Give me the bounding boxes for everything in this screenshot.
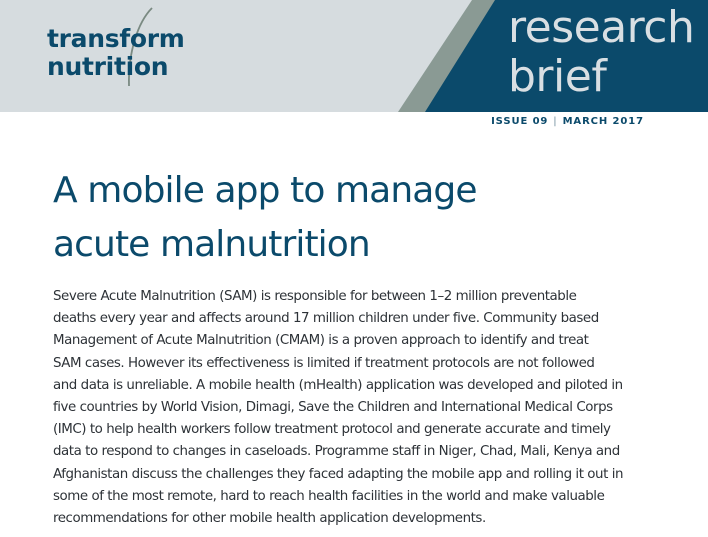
logo-word-transform: transform [47, 24, 185, 53]
lead-line: and data is unreliable. A mobile health (mHealth) application was developed and piloted in [53, 377, 623, 393]
header-band [0, 0, 708, 112]
lead-line: (IMC) to help health workers follow treatment protocol and generate accurate and timely [53, 422, 611, 438]
title-line-1: A mobile app to manage [53, 170, 477, 211]
issue-number: ISSUE 09 [491, 116, 549, 127]
title-line-2: acute malnutrition [53, 224, 370, 265]
transform-nutrition-logo [47, 24, 185, 81]
lead-line: recommendations for other mobile health application developments. [53, 511, 486, 527]
logo-word-nutrition: nutrition [47, 52, 169, 81]
lead-line: Afghanistan discuss the challenges they faced adapting the mobile app and rolling it out in [53, 466, 624, 482]
lead-paragraph [53, 286, 663, 530]
issue-separator: | [553, 116, 558, 127]
lead-line: some of the most remote, hard to reach health facilities in the world and make valuable [53, 488, 605, 504]
issue-date-line [491, 116, 644, 127]
lead-line: Management of Acute Malnutrition (CMAM) is a proven approach to identify and treat [53, 333, 589, 349]
lead-line: SAM cases. However its effectiveness is limited if treatment protocols are not followed [53, 355, 595, 371]
research-brief-label [508, 3, 694, 101]
research-word: research [508, 2, 695, 53]
issue-date: MARCH 2017 [562, 116, 644, 127]
lead-line: Severe Acute Malnutrition (SAM) is responsible for between 1–2 million preventable [53, 289, 577, 304]
brief-word: brief [508, 51, 607, 102]
lead-line: deaths every year and affects around 17 million children under five. Community based [53, 311, 599, 327]
lead-line: data to respond to changes in caseloads. Programme staff in Niger, Chad, Mali, Kenya and [53, 444, 620, 460]
lead-line: five countries by World Vision, Dimagi, Save the Children and International Medical Corps [53, 400, 613, 416]
article-title [53, 164, 673, 272]
